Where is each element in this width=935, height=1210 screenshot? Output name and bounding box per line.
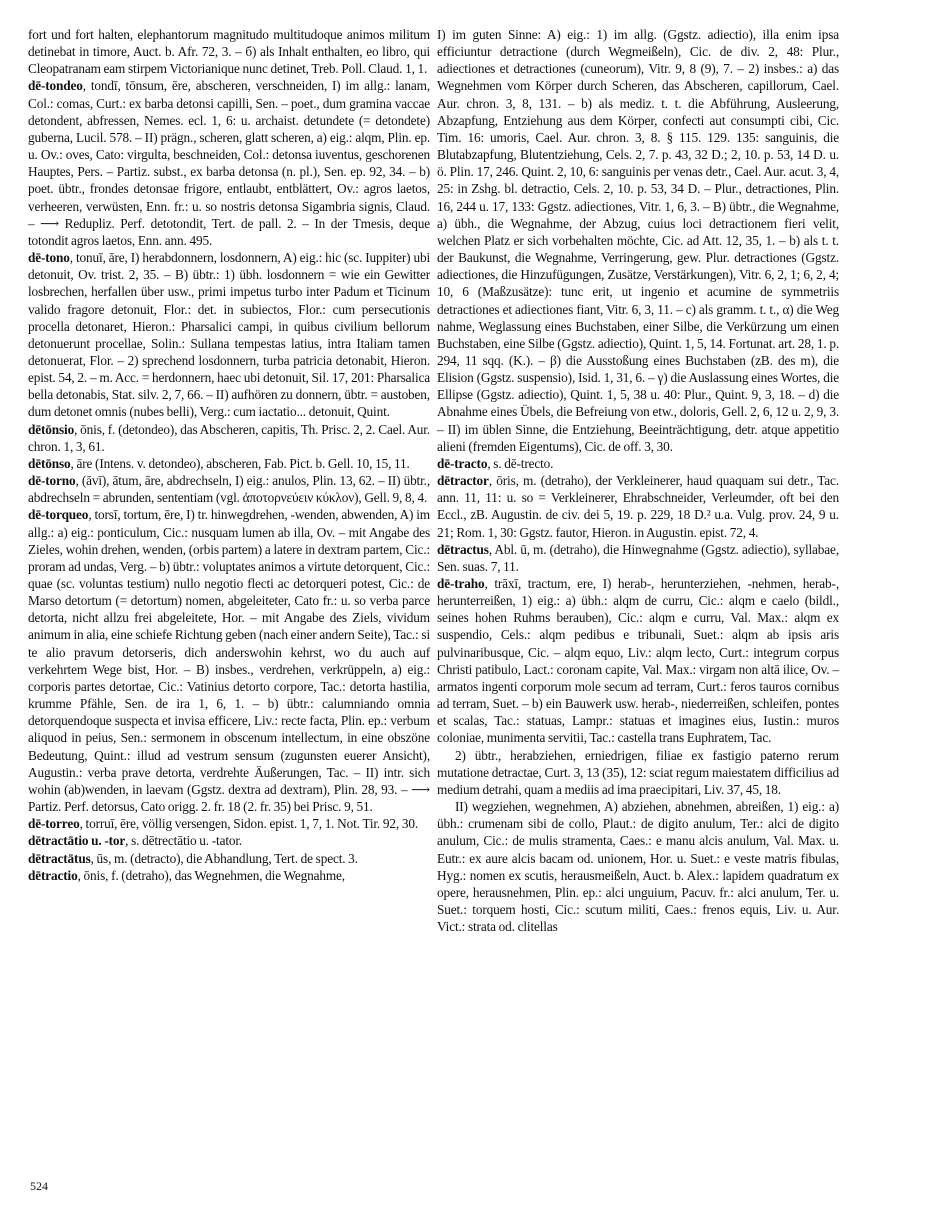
entry-detorqueo: dē-torqueo, torsī, tortum, ēre, I) tr. hinwegdrehen, -wenden, abwenden, A) im allg.: a) eig.: ponticulum, Cic.: nusquam lumen ab illa, Ov. – mit Angabe des Zieles, wohin drehen, wenden, (orbis partem) a latere in dextram partem, Cic.: proram ad undas, Verg. – b) übtr.: voluptates animos a virtute detorquent, Cic.: quae (sc. voluntas testium) nullo negotio flecti ac detorqueri potest, Cic.: de Marso detortum (= detortum) nomen, abgeleiteter, Cato fr.: u. so verba parce detorta, nicht allzu frei abgeleitete, Hor. – mit Angabe des Ziels, vividum animum in alia, eine schiefe Richtung geben (nach einer andern Seite), Tac.: si te alio pravum detorseris, dich anderswohin kehrst, wo du auch auf verkehrtem Wege bist, Hor. – B) insbes., verdrehen, verkrüppeln, a) eig.: corporis partes detortae, Cic.: Vatinius detorto corpore, Tac.: detorta hastilia, krumme Pfähle, Sen. de ira 1, 6, 1. – b) übtr.: calumniando omnia detorquendoque suspecta et invisa efficere, Liv.: recte facta, Plin. ep.: verbum aliquod in peius, Sen.: sermonem in obscenum intellectum, in eine obszöne Bedeutung, Quint.: illud ad vestrum sensum (zugunsten euerer Ansicht), Augustin.: verba prave detorta, verdrehte Äußerungen, Tac. – II) intr. sich wohin (ab)wenden, in laevam (Ggstz. dextra ad dextram), Plin. 28, 93. – ⟶ Partiz. Perf. detorsus, Cato origg. 2. fr. 18 (2. fr. 35) bei Prisc. 9, 51. <box>28 507 430 815</box>
entry-detonsio: dētōnsio, ōnis, f. (detondeo), das Abscheren, capitis, Th. Prisc. 2, 2. Cael. Aur. chron. 1, 3, 61. <box>28 421 430 454</box>
entry-detracto: dē-tracto, s. dē-trecto. <box>437 455 554 471</box>
entry-detono: dē-tono, tonuī, āre, I) herabdonnern, losdonnern, A) eig.: hic (sc. Iuppiter) ubi detonuit, Ov. trist. 2, 35. – B) übtr.: 1) übh. losdonnern = wie ein Gewitter losbrechen, herfallen über usw., primi impetus turbo inter Padum et Ticinum valido fragore detonuit, Flor.: det. in subiectos, Flor.: cum persecutionis procella detonaret, Hieron.: Pharsalici campi, in quibus civilium bellorum detonuerunt procellae, Solin.: Sullana tempestas latius, intra Italiam tamen detonuerat, Flor. – 2) sprechend losdonnern, turba patricia detonabit, Hieron. epist. 54, 2. – m. Acc. = herdonnern, haec ubi detonuit, Sil. 17, 201: Pharsalica bella detonabis, Stat. silv. 2, 7, 66. – II) aufhören zu donnern, übtr. = austoben, dum detonet omnis (nubes belli), Verg.: cum iactatio... detonuit, Quint. <box>28 250 430 420</box>
entry-detractor: dētractor, ōris, m. (detraho), der Verkleinerer, haud quaquam sui detr., Tac. ann. 11, 11: u. so = Verkleinerer, Ehrabschneider, Verleumder, oft bei den Eccl., zB. Augustin. de civ. dei 5, 19. p. 229, 18 D.² u.a. Vulg. prov. 24, 9 u. 21; Rom. 1, 30: Ggstz. fautor, Hieron. in Augustin. epist. 72, 4. <box>437 473 839 540</box>
entry-detraho-sense-II: II) wegziehen, wegnehmen, A) abziehen, abnehmen, abreißen, 1) eig.: a) übh.: crumenam sibi de collo, Plaut.: de digito anulum, Ter.: alci de digito anulum, Cic.: de mulis stramenta, Caes.: e manu alcis anulum, Val. Max. u. Eutr.: ex aure alcis bacam od. unionem, Hor. u. Suet.: e veste matris fibulas, Hyg.: nomen ex scutis, herausmeißeln, Auct. b. Alex.: lapidem quadratum ex opere, herausnehmen, Plin. ep.: alci unguium, Pacuv. fr.: alci anulum, Ter. u. Suet.: torquem hosti, Cic.: scutum militi, Caes.: frenos equis, Liv. u. Aur. Vict.: strata od. clitellas <box>437 799 839 935</box>
right-column <box>437 26 839 935</box>
entry-detractus: dētractus, Abl. ū, m. (detraho), die Hinwegnahme (Ggstz. adiectio), syllabae, Sen. suas. 7, 11. <box>437 541 839 574</box>
left-column <box>28 26 430 884</box>
entry-detraho-sense-2: 2) übtr., herabziehen, erniedrigen, filiae ex fastigio paterno rerum mutatione detractae, Curt. 3, 13 (35), 12: sciat regum maiestatem difficilius ad medium detrahi, quam a mediis ad ima praecipitari, Liv. 37, 45, 18. <box>437 747 839 797</box>
entry-detractatio: dētractātio u. -tor, s. dētrectātio u. -tator. <box>28 833 243 849</box>
entry-detraho: dē-traho, trāxī, tractum, ere, I) herab-, herunterziehen, -nehmen, herab-, herunterreißen, 1) eig.: a) übh.: alqm de curru, Cic.: alqm e caelo (bildl., seines hohen Ruhms berauben), Cic.: alqm e curru, Val. Max.: alqm ex suspendio, Cels.: alqm pedibus e tribunali, Suet.: alqm ab ipsis aris pulvinaribusque, Cic. – alqm equo, Liv.: alqm lecto, Curt.: integrum corpus Christi patibulo, Lact.: coronam capite, Val. Max.: virgam non altā ilice, Ov. – armatos ingenti corporum mole secum ad terram, Curt.: feros tauros cornibus ad terram, Suet. – b) ein Bauwerk usw. herab-, niederreißen, schleifen, pontes et scalas, Tac.: statuas, Lampr.: statuas et imagines eius, Iustin.: muros coloniae, munimenta servitii, Tac.: castella trans Euphratem, Tac. <box>437 576 839 746</box>
entry-detondeo: dē-tondeo, tondī, tōnsum, ēre, abscheren, verschneiden, I) im allg.: lanam, Col.: comas, Curt.: ex barba detonsi capilli, Sen. – poet., dum gramina vaccae detondent, abfressen, Nemes. ecl. 1, 6: u. archaist. detundete (= detondete) guberna, Lucil. 578. – II) prägn., scheren, glatt scheren, a) eig.: alqm, Plin. ep. u. Ov.: oves, Cato: virgulta, beschneiden, Col.: detonsa iuventus, geschorenen Hauptes, Pers. – Partiz. subst., ex barba detonsa (n. pl.), Sen. ep. 92, 34. – b) poet. übtr., frondes detonsae frigore, entlaubt, entblättert, Ov.: agros laetos, verheeren, verwüsten, Enn. fr.: u. so nostris detonsa Sigambria signis, Claud. – ⟶ Redupliz. Perf. detotondit, Tert. de pall. 2. – In der Tmesis, deque totondit agros laetos, Enn. ann. 495. <box>28 78 430 248</box>
entry-detorreo: dē-torreo, torruī, ēre, völlig versengen, Sidon. epist. 1, 7, 1. Not. Tir. 92, 30. <box>28 816 418 832</box>
entry-detineo-cont: fort und fort halten, elephantorum magnitudo multitudoque animos militum detinebat in timore, Auct. b. Afr. 72, 3. – б) als Inhalt enthalten, eo libro, qui Cleopatranam eam stirpem Victorianique nunc detinet, Treb. Poll. Claud. 1, 1. <box>28 27 430 77</box>
entry-detractatus: dētractātus, ūs, m. (detracto), die Abhandlung, Tert. de spect. 3. <box>28 850 358 866</box>
entry-detonso: dētōnso, āre (Intens. v. detondeo), abscheren, Fab. Pict. b. Gell. 10, 15, 11. <box>28 455 410 471</box>
entry-detorno: dē-torno, (āvī), ātum, āre, abdrechseln, I) eig.: anulos, Plin. 13, 62. – II) übtr., abdrechseln = abrunden, sententiam (vgl. ἀποτορνεύειν κύκλον), Gell. 9, 8, 4. <box>28 473 430 506</box>
entry-detractio-cont: I) im guten Sinne: A) eig.: 1) im allg. (Ggstz. adiectio), illa enim ipsa efficiuntur detractione (durch Wegmeißeln), Cic. de div. 2, 48: Plur., adiectiones et detractiones (cuneorum), Vitr. 9, 8 (9), 7. – 2) insbes.: a) das Wegnehmen vom Körper durch Scheren, das Abscheren, capillorum, Cael. Aur. chron. 3, 8, 131. – b) als mediz. t. t. die Abführung, Ausleerung, Abzapfung, Entziehung aus dem Körper, confecti aut consumpti cibi, Cic. Tim. 16: umoris, Cael. Aur. chron. 3, 8. § 115. 129. 135: sanguinis, die Blutabzapfung, Blutentziehung, Cels. 2, 7. p. 43, 32 D.; 2, 10. p. 53, 14 D. u. ö. Plin. 17, 246. Quint. 2, 10, 6: sanguinis per venas detr., Cael. Aur. acut. 3, 4, 25: in Zshg. bl. detractio, Cels. 2, 10. p. 53, 34 D. – Plur., detractiones, Plin. 16, 244 u. 17, 133: Ggstz. adiectiones, Vitr. 1, 6, 3. – B) übtr., die Wegnahme, a) übh., die Wegnahme, der Abzug, cuius loci detractionem fieri velit, welchen Platz er sich vorbehalten möchte, Cic. ad Att. 12, 35, 1. – b) als t. t. der Baukunst, die Wegnahme, Verringerung, gew. Plur. detractiones (Ggstz. adiectiones, die Hinzufügungen, Zusätze, Verstärkungen), Vitr. 6, 2, 1; 6, 2, 4; 10, 6 (Maßzusätze): tunc erit, ut ingenio et acumine de symmetriis detractiones et adiectiones fiant, Vitr. 6, 3, 11. – c) als gramm. t. t., α) die Weg nahme, Weglassung eines Buchstaben, einer Silbe, die Verkürzung um einen Buchstaben, eine Silbe (Ggstz. adiectio), Quint. 1, 5, 14. Fortunat. art. 28, 1. p. 294, 11 sqq. (K.). – β) die Ausstoßung eines Buchstaben (zB. des m), die Elision (Ggstz. suspensio), Isid. 1, 31, 6. – γ) die Auslassung eines Wortes, die Ellipse (Ggstz. adiectio), Quint. 1, 5, 38 u. 40: Plur., Quint. 9, 3, 18. – d) die Abnahme eines Übels, die Befreiung von etw., doloris, Gell. 2, 6, 12 u. 2, 9, 3. – II) im üblen Sinne, die Entziehung, Beeinträchtigung, detr. atque appetitio alieni (fremden Eigentums), Cic. de off. 3, 30. <box>437 27 839 454</box>
page-number: 524 <box>30 1179 48 1193</box>
entry-detractio: dētractio, ōnis, f. (detraho), das Wegnehmen, die Wegnahme, <box>28 867 345 883</box>
